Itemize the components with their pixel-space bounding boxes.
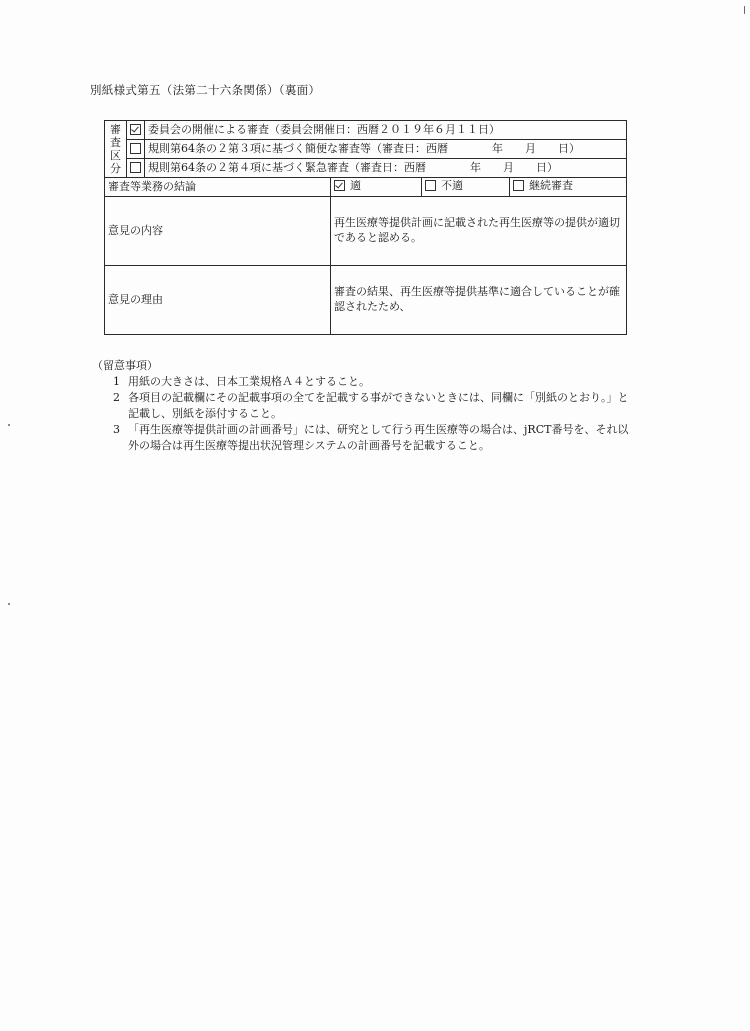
checkbox-checked-icon	[334, 180, 345, 191]
category-row-2	[105, 140, 627, 159]
category-row-3	[105, 159, 627, 178]
committee-review-checkbox[interactable]	[127, 121, 145, 140]
checkbox-checked-icon	[130, 124, 141, 135]
checkbox-empty-icon	[130, 143, 141, 154]
note-number: 3	[113, 422, 120, 436]
option-label: 不適	[441, 178, 463, 192]
note-text: 各項目の記載欄にその記載事項の全てを記載する事ができないときには、同欄に「別紙のとおり。」と記載し、別紙を添付すること。	[128, 390, 629, 420]
urgent-review-checkbox[interactable]	[127, 159, 145, 178]
opinion-content-text: 再生医療等提供計画に記載された再生医療等の提供が適切であると認める。	[331, 197, 627, 266]
scan-speck	[8, 603, 10, 605]
note-text: 用紙の大きさは、日本工業規格Ａ４とすること。	[128, 374, 370, 388]
scan-speck	[8, 424, 10, 426]
opinion-reason-text: 審査の結果、再生医療等提供基準に適合していることが確認されたため、	[331, 266, 627, 335]
urgent-review-text: 規則第64条の２第４項に基づく緊急審査（審査日：西暦 年 月 日）	[145, 159, 627, 178]
checkbox-empty-icon	[425, 180, 436, 191]
option-label: 適	[350, 178, 361, 192]
note-item	[92, 390, 632, 422]
review-form-table	[104, 120, 627, 335]
conclusion-label: 審査等業務の結論	[105, 178, 331, 197]
conclusion-row	[105, 178, 627, 197]
opinion-reason-row	[105, 266, 627, 335]
conclusion-option-continued[interactable]	[510, 178, 627, 197]
note-number: 1	[113, 374, 120, 388]
committee-review-text: 委員会の開催による審査（委員会開催日：西暦２０１９年６月１１日）	[145, 121, 627, 140]
opinion-reason-label: 意見の理由	[105, 266, 331, 335]
opinion-content-row	[105, 197, 627, 266]
category-row-1	[105, 121, 627, 140]
conclusion-option-approved[interactable]	[331, 178, 422, 197]
note-item	[92, 422, 632, 454]
checkbox-empty-icon	[130, 162, 141, 173]
option-label: 継続審査	[529, 178, 573, 192]
note-number: 2	[113, 390, 120, 404]
note-item	[92, 374, 632, 390]
review-category-label: 審 査 区 分	[105, 121, 127, 178]
opinion-content-label: 意見の内容	[105, 197, 331, 266]
note-text: 「再生医療等提供計画の計画番号」には、研究として行う再生医療等の場合は、jRCT番号を、それ以外の場合は再生医療等提出状況管理システムの計画番号を記載すること。	[128, 422, 629, 452]
simplified-review-checkbox[interactable]	[127, 140, 145, 159]
page-title: 別紙様式第五（法第二十六条関係）（裏面）	[90, 83, 321, 97]
scan-edge-mark	[744, 6, 745, 14]
conclusion-option-rejected[interactable]	[422, 178, 510, 197]
simplified-review-text: 規則第64条の２第３項に基づく簡便な審査等（審査日：西暦 年 月 日）	[145, 140, 627, 159]
notes-title: （留意事項）	[92, 359, 158, 372]
checkbox-empty-icon	[513, 180, 524, 191]
notes-section	[92, 358, 632, 454]
